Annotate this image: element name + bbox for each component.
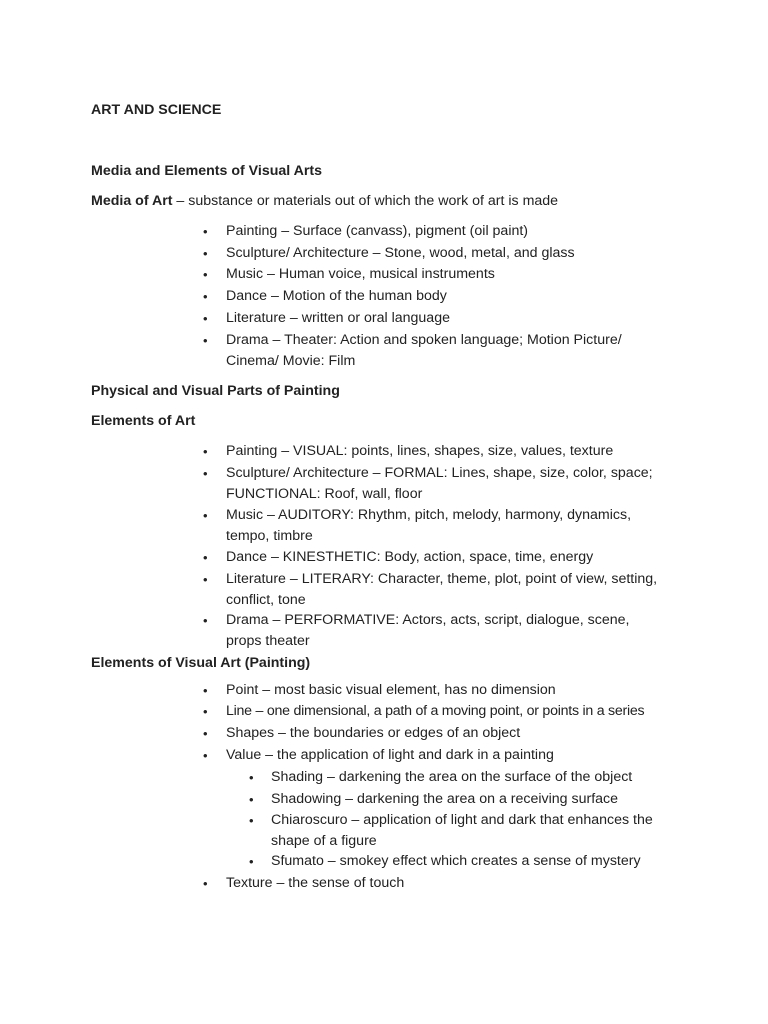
list-item-line: Cinema/ Movie: Film xyxy=(226,352,356,369)
list-item: Shapes – the boundaries or edges of an object xyxy=(226,725,521,741)
list-item xyxy=(226,569,678,610)
bullet-icon: • xyxy=(203,876,208,891)
list-item: Dance – KINESTHETIC: Body, action, space, time, energy xyxy=(226,549,594,565)
bullet-icon: • xyxy=(203,224,208,239)
list-item: Painting – VISUAL: points, lines, shapes, size, values, texture xyxy=(226,443,614,459)
bullet-icon: • xyxy=(203,748,208,763)
sub-list-item: Sfumato – smokey effect which creates a sense of mystery xyxy=(271,853,641,869)
list-item-line: Drama – Theater: Action and spoken language; Motion Picture/ xyxy=(226,332,622,348)
list-item: Literature – written or oral language xyxy=(226,310,450,326)
list-item xyxy=(226,463,678,504)
section-heading-visual-art-elements: Elements of Visual Art (Painting) xyxy=(91,655,311,671)
list-item-line: Music – AUDITORY: Rhythm, pitch, melody, harmony, dynamics, xyxy=(226,507,632,523)
sub-list-item: Shading – darkening the area on the surface of the object xyxy=(271,769,633,785)
media-of-art-definition xyxy=(91,191,558,211)
list-item-line: shape of a figure xyxy=(271,832,377,849)
list-item-line: Chiaroscuro – application of light and dark that enhances the xyxy=(271,812,653,828)
list-item-line: Literature – LITERARY: Character, theme, plot, point of view, setting, xyxy=(226,571,658,587)
media-of-art-text: – substance or materials out of which the work of art is made xyxy=(172,193,559,209)
list-item: Point – most basic visual element, has no dimension xyxy=(226,682,556,698)
list-item-line: Drama – PERFORMATIVE: Actors, acts, script, dialogue, scene, xyxy=(226,612,630,628)
list-item-line: conflict, tone xyxy=(226,591,306,608)
bullet-icon: • xyxy=(203,289,208,304)
list-item: Value – the application of light and dark in a painting xyxy=(226,747,554,763)
bullet-icon: • xyxy=(203,550,208,565)
sub-list-item xyxy=(271,810,678,851)
list-item: Sculpture/ Architecture – Stone, wood, metal, and glass xyxy=(226,245,575,261)
bullet-icon: • xyxy=(249,770,254,785)
list-item-line: Sculpture/ Architecture – FORMAL: Lines, shape, size, color, space; xyxy=(226,465,653,481)
media-of-art-label: Media of Art xyxy=(91,193,173,209)
bullet-icon: • xyxy=(203,267,208,282)
sub-list-item: Shadowing – darkening the area on a receiving surface xyxy=(271,791,619,807)
bullet-icon: • xyxy=(249,854,254,869)
list-item-line: FUNCTIONAL: Roof, wall, floor xyxy=(226,485,423,502)
list-item xyxy=(226,610,678,651)
list-item: Line – one dimensional, a path of a moving point, or points in a series xyxy=(226,703,645,719)
list-item: Painting – Surface (canvass), pigment (oil paint) xyxy=(226,223,529,239)
bullet-icon: • xyxy=(249,813,254,828)
list-item: Dance – Motion of the human body xyxy=(226,288,447,304)
bullet-icon: • xyxy=(203,333,208,348)
list-item: Texture – the sense of touch xyxy=(226,875,405,891)
list-item-line: tempo, timbre xyxy=(226,527,313,544)
bullet-icon: • xyxy=(203,726,208,741)
bullet-icon: • xyxy=(249,792,254,807)
subheading-elements-of-art: Elements of Art xyxy=(91,413,196,429)
list-item: Music – Human voice, musical instruments xyxy=(226,266,495,282)
bullet-icon: • xyxy=(203,613,208,628)
bullet-icon: • xyxy=(203,572,208,587)
section-heading-media-elements: Media and Elements of Visual Arts xyxy=(91,163,323,179)
bullet-icon: • xyxy=(203,683,208,698)
list-item-line: props theater xyxy=(226,632,310,649)
bullet-icon: • xyxy=(203,444,208,459)
section-heading-physical-visual: Physical and Visual Parts of Painting xyxy=(91,383,340,399)
list-item xyxy=(226,330,678,371)
bullet-icon: • xyxy=(203,508,208,523)
bullet-icon: • xyxy=(203,704,208,719)
bullet-icon: • xyxy=(203,466,208,481)
bullet-icon: • xyxy=(203,246,208,261)
bullet-icon: • xyxy=(203,311,208,326)
list-item xyxy=(226,505,678,546)
document-title: ART AND SCIENCE xyxy=(91,102,222,118)
